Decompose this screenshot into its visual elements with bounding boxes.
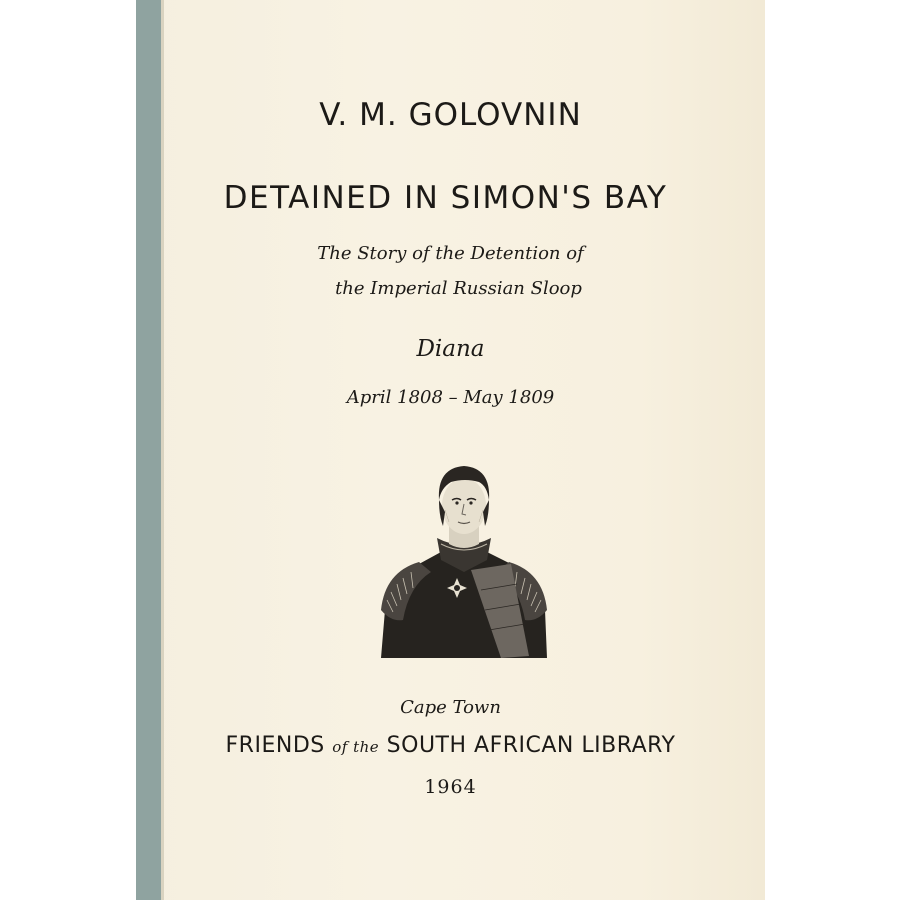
spine-strip <box>136 0 161 900</box>
publisher-of-the: of the <box>332 738 380 756</box>
publisher-name-part2: SOUTH AFRICAN LIBRARY <box>386 733 676 758</box>
date-range: April 1808 – May 1809 <box>346 387 555 408</box>
publisher-line <box>136 733 765 758</box>
portrait-engraving-icon <box>379 460 549 660</box>
publication-place: Cape Town <box>400 697 501 718</box>
book-title: DETAINED IN SIMON'S BAY <box>223 180 668 216</box>
ship-name: Diana <box>416 336 485 362</box>
spine-edge <box>161 0 164 900</box>
subtitle-line-2: the Imperial Russian Sloop <box>335 278 582 299</box>
publication-year: 1964 <box>424 776 477 798</box>
subtitle-line-1: The Story of the Detention of <box>317 243 584 264</box>
author-name: V. M. GOLOVNIN <box>319 97 582 133</box>
publisher-name-part1: FRIENDS <box>225 733 325 758</box>
book-cover <box>136 0 765 900</box>
